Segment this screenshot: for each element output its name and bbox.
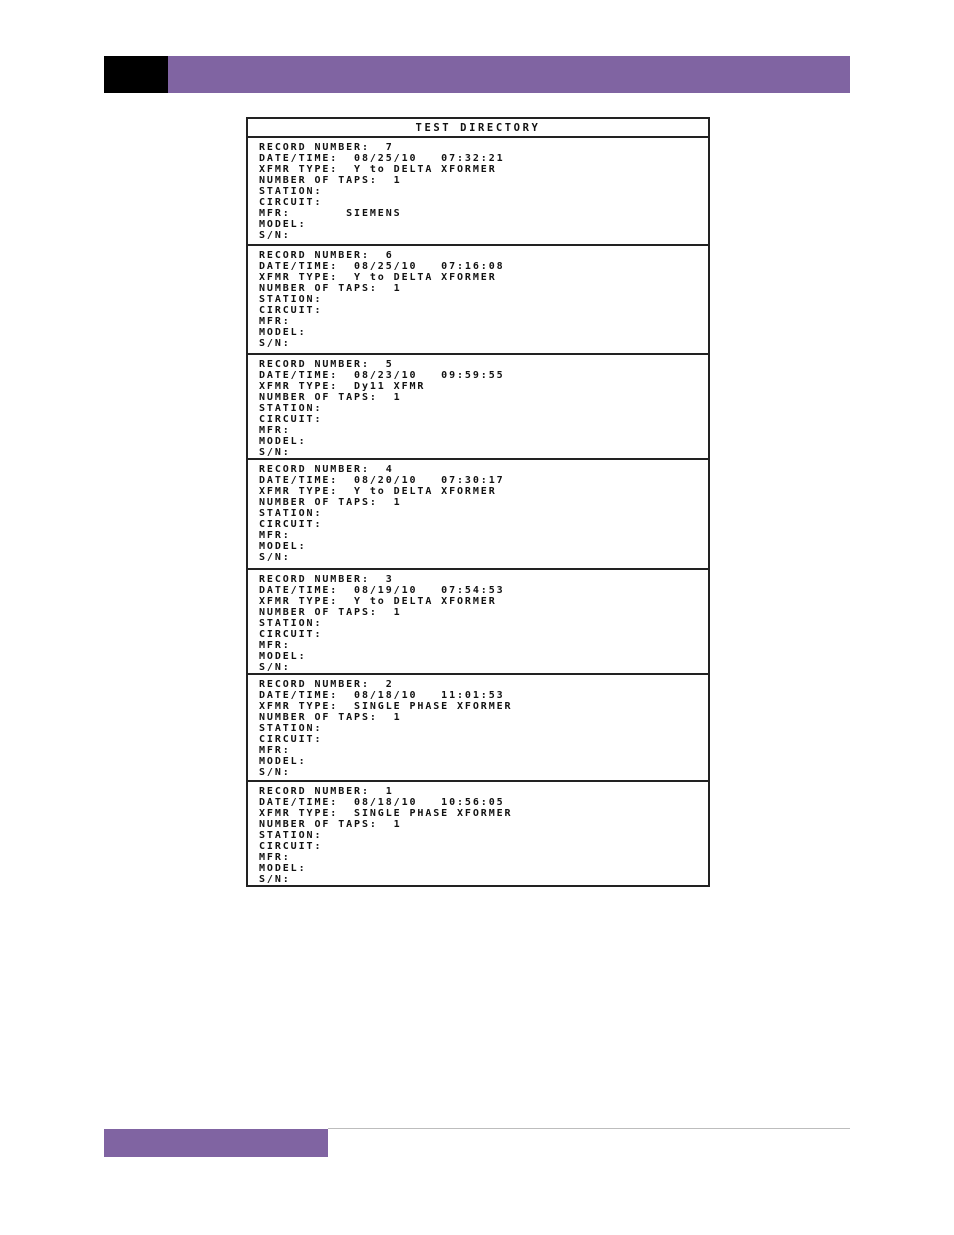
record-station: STATION: — [259, 294, 323, 305]
record-date-time: DATE/TIME: 08/20/10 07:30:17 — [259, 475, 505, 486]
record-serial: S/N: — [259, 338, 291, 349]
record-xfmr-type: XFMR TYPE: SINGLE PHASE XFORMER — [259, 808, 513, 819]
record-date-time: DATE/TIME: 08/25/10 07:16:08 — [259, 261, 505, 272]
record-number-of-taps: NUMBER OF TAPS: 1 — [259, 712, 402, 723]
record-xfmr-type: XFMR TYPE: Dy11 XFMR — [259, 381, 426, 392]
record-model: MODEL: — [259, 327, 307, 338]
record-number: RECORD NUMBER: 1 — [259, 786, 394, 797]
record-date-time: DATE/TIME: 08/18/10 10:56:05 — [259, 797, 505, 808]
record-number-of-taps: NUMBER OF TAPS: 1 — [259, 497, 402, 508]
record-block — [248, 675, 708, 782]
record-station: STATION: — [259, 830, 323, 841]
footer-rule — [328, 1128, 850, 1129]
record-block — [248, 246, 708, 355]
record-serial: S/N: — [259, 230, 291, 241]
record-mfr: MFR: — [259, 316, 291, 327]
record-serial: S/N: — [259, 662, 291, 673]
record-number: RECORD NUMBER: 6 — [259, 250, 394, 261]
record-number: RECORD NUMBER: 2 — [259, 679, 394, 690]
header-black-block — [104, 56, 168, 93]
record-model: MODEL: — [259, 863, 307, 874]
record-circuit: CIRCUIT: — [259, 305, 323, 316]
record-model: MODEL: — [259, 219, 307, 230]
record-serial: S/N: — [259, 874, 291, 885]
record-number: RECORD NUMBER: 7 — [259, 142, 394, 153]
record-station: STATION: — [259, 618, 323, 629]
record-number: RECORD NUMBER: 3 — [259, 574, 394, 585]
printout-title: TEST DIRECTORY — [248, 119, 708, 138]
record-station: STATION: — [259, 403, 323, 414]
record-number-of-taps: NUMBER OF TAPS: 1 — [259, 819, 402, 830]
record-circuit: CIRCUIT: — [259, 414, 323, 425]
record-station: STATION: — [259, 508, 323, 519]
record-block — [248, 355, 708, 460]
record-block — [248, 460, 708, 570]
record-xfmr-type: XFMR TYPE: SINGLE PHASE XFORMER — [259, 701, 513, 712]
record-xfmr-type: XFMR TYPE: Y to DELTA XFORMER — [259, 596, 497, 607]
record-number-of-taps: NUMBER OF TAPS: 1 — [259, 175, 402, 186]
record-circuit: CIRCUIT: — [259, 734, 323, 745]
record-number-of-taps: NUMBER OF TAPS: 1 — [259, 607, 402, 618]
record-mfr: MFR: — [259, 640, 291, 651]
record-model: MODEL: — [259, 436, 307, 447]
record-serial: S/N: — [259, 767, 291, 778]
record-mfr: MFR: — [259, 425, 291, 436]
record-xfmr-type: XFMR TYPE: Y to DELTA XFORMER — [259, 486, 497, 497]
record-date-time: DATE/TIME: 08/19/10 07:54:53 — [259, 585, 505, 596]
record-number-of-taps: NUMBER OF TAPS: 1 — [259, 283, 402, 294]
record-mfr: MFR: SIEMENS — [259, 208, 402, 219]
record-xfmr-type: XFMR TYPE: Y to DELTA XFORMER — [259, 164, 497, 175]
record-date-time: DATE/TIME: 08/23/10 09:59:55 — [259, 370, 505, 381]
record-block — [248, 138, 708, 246]
record-circuit: CIRCUIT: — [259, 519, 323, 530]
record-circuit: CIRCUIT: — [259, 197, 323, 208]
record-circuit: CIRCUIT: — [259, 841, 323, 852]
record-number: RECORD NUMBER: 5 — [259, 359, 394, 370]
record-mfr: MFR: — [259, 745, 291, 756]
record-xfmr-type: XFMR TYPE: Y to DELTA XFORMER — [259, 272, 497, 283]
record-date-time: DATE/TIME: 08/18/10 11:01:53 — [259, 690, 505, 701]
record-station: STATION: — [259, 186, 323, 197]
record-circuit: CIRCUIT: — [259, 629, 323, 640]
record-block — [248, 782, 708, 885]
record-number: RECORD NUMBER: 4 — [259, 464, 394, 475]
record-model: MODEL: — [259, 651, 307, 662]
record-serial: S/N: — [259, 447, 291, 458]
record-model: MODEL: — [259, 541, 307, 552]
record-model: MODEL: — [259, 756, 307, 767]
record-block — [248, 570, 708, 675]
record-date-time: DATE/TIME: 08/25/10 07:32:21 — [259, 153, 505, 164]
record-station: STATION: — [259, 723, 323, 734]
footer-bar — [104, 1129, 328, 1157]
header-bar — [168, 56, 850, 93]
record-mfr: MFR: — [259, 530, 291, 541]
record-serial: S/N: — [259, 552, 291, 563]
test-directory-printout — [246, 117, 710, 887]
record-number-of-taps: NUMBER OF TAPS: 1 — [259, 392, 402, 403]
record-mfr: MFR: — [259, 852, 291, 863]
